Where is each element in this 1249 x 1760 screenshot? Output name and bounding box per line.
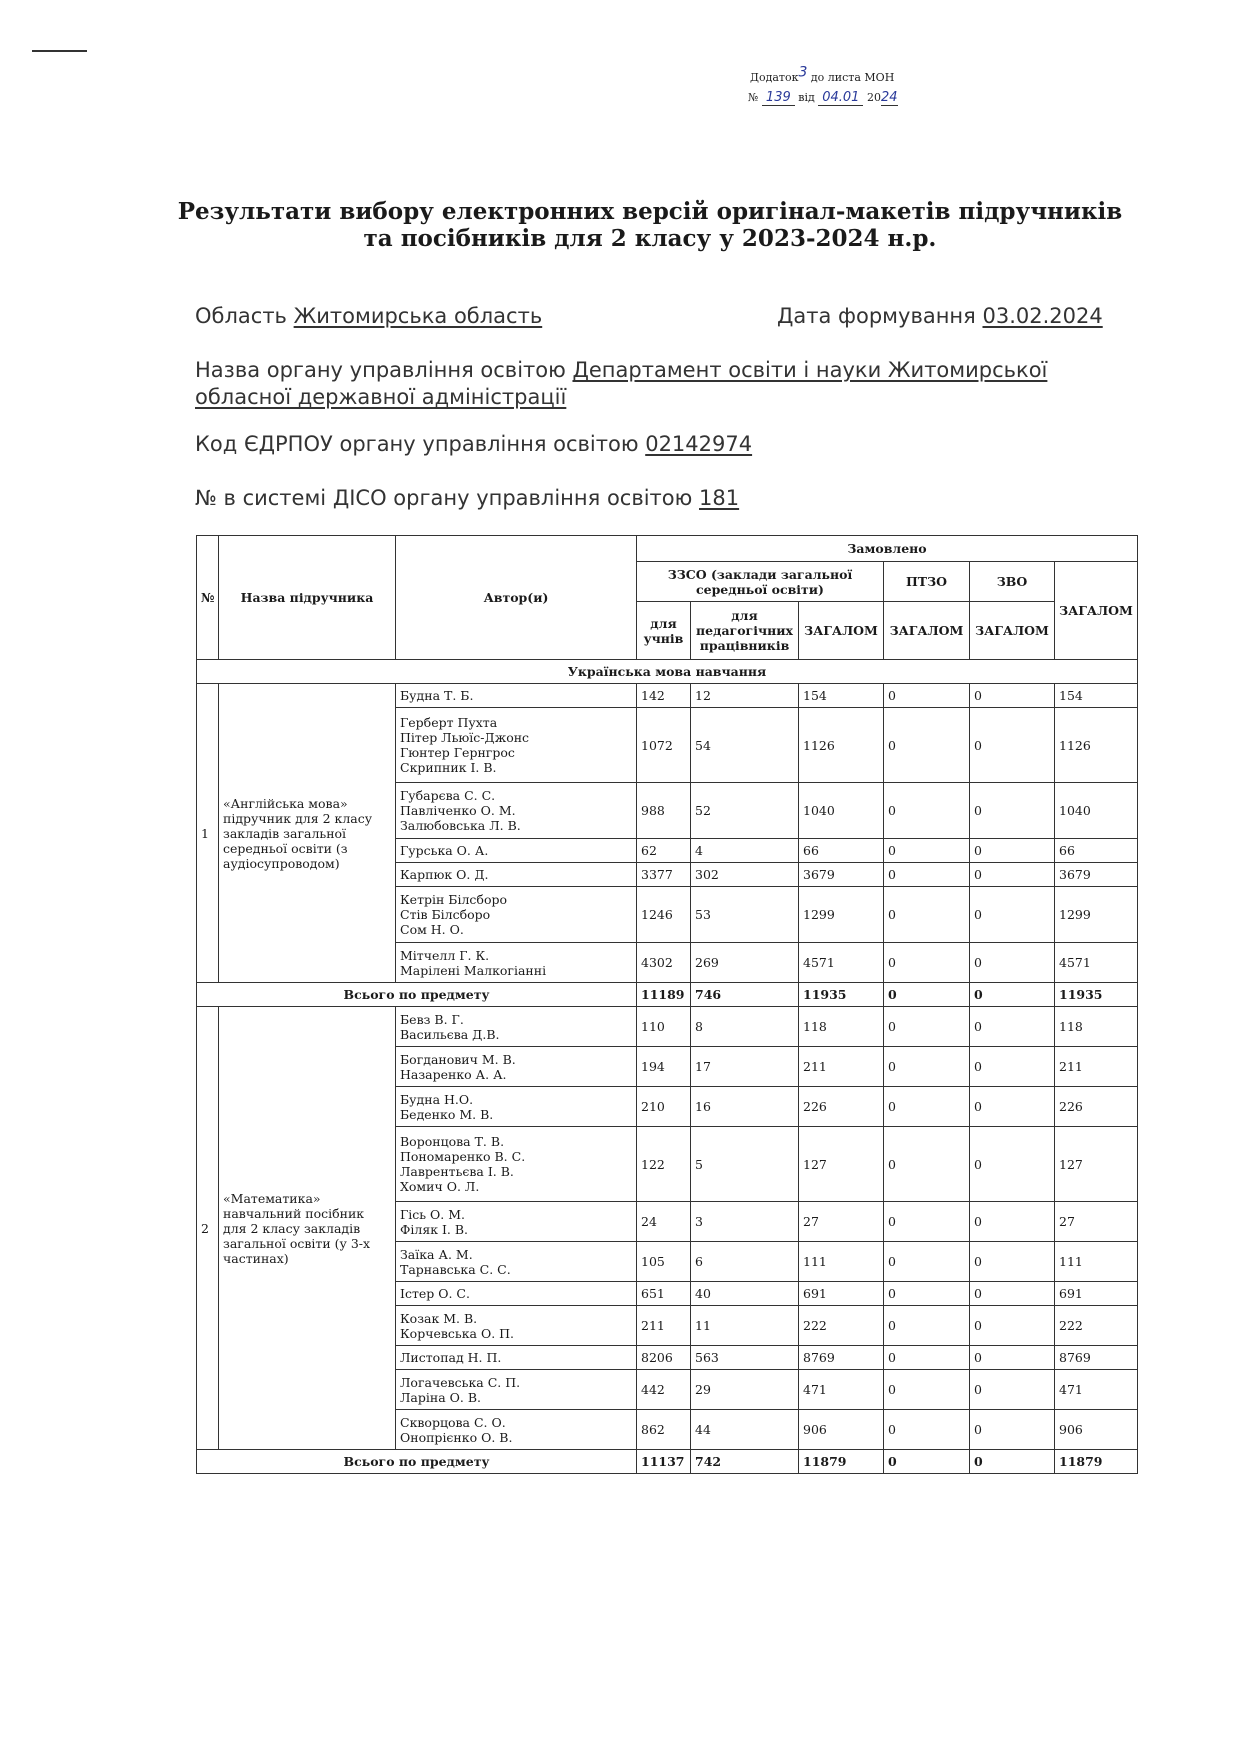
authors-cell: Воронцова Т. В. Пономаренко В. С. Лаврентьєва І. В. Хомич О. Л. bbox=[396, 1127, 637, 1202]
ptzo-total: 0 bbox=[884, 1087, 970, 1127]
authors-cell: Кетрін Білсборо Стів Білсборо Сом Н. О. bbox=[396, 887, 637, 943]
edrpou-value: 02142974 bbox=[645, 432, 753, 456]
header-teachers: для педагогічних працівників bbox=[691, 602, 799, 660]
ptzo-total: 0 bbox=[884, 1202, 970, 1242]
zzso-total: 111 bbox=[799, 1242, 884, 1282]
ptzo-total: 0 bbox=[884, 1346, 970, 1370]
stamp-no-label: № bbox=[748, 91, 759, 104]
ptzo-total: 0 bbox=[884, 1242, 970, 1282]
teachers-count: 53 bbox=[691, 887, 799, 943]
subject-total-ptzo: 0 bbox=[884, 1450, 970, 1474]
header-ptzo: ПТЗО bbox=[884, 562, 970, 602]
ptzo-total: 0 bbox=[884, 863, 970, 887]
authors-cell: Будна Н.О. Беденко М. В. bbox=[396, 1087, 637, 1127]
zzso-total: 154 bbox=[799, 684, 884, 708]
zvo-total: 0 bbox=[970, 1346, 1055, 1370]
stamp-appendix-label: Додаток bbox=[750, 71, 799, 84]
students-count: 105 bbox=[637, 1242, 691, 1282]
zvo-total: 0 bbox=[970, 887, 1055, 943]
students-count: 442 bbox=[637, 1370, 691, 1410]
zzso-total: 1299 bbox=[799, 887, 884, 943]
students-count: 24 bbox=[637, 1202, 691, 1242]
grand-total: 66 bbox=[1055, 839, 1138, 863]
teachers-count: 563 bbox=[691, 1346, 799, 1370]
zvo-total: 0 bbox=[970, 1127, 1055, 1202]
ptzo-total: 0 bbox=[884, 1047, 970, 1087]
header-total: ЗАГАЛОМ bbox=[1055, 562, 1138, 660]
zvo-total: 0 bbox=[970, 783, 1055, 839]
subject-total-teachers: 746 bbox=[691, 983, 799, 1007]
book-number: 1 bbox=[197, 684, 219, 983]
org-name-label: Назва органу управління освітою bbox=[195, 358, 566, 382]
teachers-count: 4 bbox=[691, 839, 799, 863]
teachers-count: 54 bbox=[691, 708, 799, 783]
ptzo-total: 0 bbox=[884, 1282, 970, 1306]
zzso-total: 118 bbox=[799, 1007, 884, 1047]
ptzo-total: 0 bbox=[884, 839, 970, 863]
students-count: 3377 bbox=[637, 863, 691, 887]
grand-total: 154 bbox=[1055, 684, 1138, 708]
grand-total: 3679 bbox=[1055, 863, 1138, 887]
grand-total: 471 bbox=[1055, 1370, 1138, 1410]
students-count: 211 bbox=[637, 1306, 691, 1346]
zzso-total: 471 bbox=[799, 1370, 884, 1410]
authors-cell: Герберт Пухта Пітер Льюїс-Джонс Гюнтер Гернгрос Скрипник І. В. bbox=[396, 708, 637, 783]
document-title: Результати вибору електронних версій оригінал-макетів підручників та посібників для 2 класу у 2023-2024 н.р. bbox=[177, 198, 1123, 252]
subject-total-row bbox=[197, 983, 1138, 1007]
authors-cell: Мітчелл Г. К. Марілені Малкогіанні bbox=[396, 943, 637, 983]
ptzo-total: 0 bbox=[884, 943, 970, 983]
generation-date-line bbox=[777, 304, 1103, 328]
zzso-total: 127 bbox=[799, 1127, 884, 1202]
region-line bbox=[195, 304, 542, 328]
students-count: 8206 bbox=[637, 1346, 691, 1370]
region-label: Область bbox=[195, 304, 287, 328]
students-count: 1072 bbox=[637, 708, 691, 783]
subject-total-ptzo: 0 bbox=[884, 983, 970, 1007]
header-ordered: Замовлено bbox=[637, 536, 1138, 562]
teachers-count: 302 bbox=[691, 863, 799, 887]
grand-total: 4571 bbox=[1055, 943, 1138, 983]
teachers-count: 3 bbox=[691, 1202, 799, 1242]
ptzo-total: 0 bbox=[884, 1007, 970, 1047]
subject-total-label: Всього по предмету bbox=[197, 1450, 637, 1474]
zzso-total: 691 bbox=[799, 1282, 884, 1306]
zzso-total: 8769 bbox=[799, 1346, 884, 1370]
header-authors: Автор(и) bbox=[396, 536, 637, 660]
header-name: Назва підручника bbox=[219, 536, 396, 660]
zvo-total: 0 bbox=[970, 1202, 1055, 1242]
zvo-total: 0 bbox=[970, 708, 1055, 783]
grand-total: 222 bbox=[1055, 1306, 1138, 1346]
ptzo-total: 0 bbox=[884, 1306, 970, 1346]
authors-cell: Гісь О. М. Філяк І. В. bbox=[396, 1202, 637, 1242]
scan-mark bbox=[32, 50, 87, 52]
section-row: Українська мова навчання bbox=[197, 660, 1138, 684]
stamp-line-1 bbox=[748, 64, 898, 88]
textbook-orders-table bbox=[196, 535, 1138, 1474]
table-body bbox=[197, 660, 1138, 1474]
zvo-total: 0 bbox=[970, 684, 1055, 708]
diso-label: № в системі ДІСО органу управління освітою bbox=[195, 486, 693, 510]
subject-total-zvo: 0 bbox=[970, 1450, 1055, 1474]
table-row bbox=[197, 1007, 1138, 1047]
authors-cell: Будна Т. Б. bbox=[396, 684, 637, 708]
students-count: 4302 bbox=[637, 943, 691, 983]
subject-total-zzso: 11879 bbox=[799, 1450, 884, 1474]
zvo-total: 0 bbox=[970, 1242, 1055, 1282]
grand-total: 1299 bbox=[1055, 887, 1138, 943]
subject-total-total: 11935 bbox=[1055, 983, 1138, 1007]
zvo-total: 0 bbox=[970, 1282, 1055, 1306]
authors-cell: Логачевська С. П. Ларіна О. В. bbox=[396, 1370, 637, 1410]
header-students: для учнів bbox=[637, 602, 691, 660]
students-count: 122 bbox=[637, 1127, 691, 1202]
org-name-value: Департамент освіти і науки Житомирської обласної державної адміністрації bbox=[195, 358, 1048, 409]
authors-cell: Богданович М. В. Назаренко А. А. bbox=[396, 1047, 637, 1087]
grand-total: 226 bbox=[1055, 1087, 1138, 1127]
subject-total-teachers: 742 bbox=[691, 1450, 799, 1474]
stamp-no-value: 139 bbox=[762, 90, 795, 106]
zvo-total: 0 bbox=[970, 1087, 1055, 1127]
subject-total-students: 11137 bbox=[637, 1450, 691, 1474]
zzso-total: 1040 bbox=[799, 783, 884, 839]
zvo-total: 0 bbox=[970, 943, 1055, 983]
zvo-total: 0 bbox=[970, 1007, 1055, 1047]
teachers-count: 11 bbox=[691, 1306, 799, 1346]
book-name: «Англійська мова» підручник для 2 класу закладів загальної середньої освіти (з аудіосупроводом) bbox=[219, 684, 396, 983]
grand-total: 8769 bbox=[1055, 1346, 1138, 1370]
diso-line bbox=[195, 486, 739, 510]
teachers-count: 12 bbox=[691, 684, 799, 708]
zzso-total: 906 bbox=[799, 1410, 884, 1450]
authors-cell: Істер О. С. bbox=[396, 1282, 637, 1306]
grand-total: 691 bbox=[1055, 1282, 1138, 1306]
appendix-stamp bbox=[748, 64, 898, 108]
table-row bbox=[197, 684, 1138, 708]
grand-total: 211 bbox=[1055, 1047, 1138, 1087]
students-count: 210 bbox=[637, 1087, 691, 1127]
students-count: 651 bbox=[637, 1282, 691, 1306]
students-count: 1246 bbox=[637, 887, 691, 943]
students-count: 62 bbox=[637, 839, 691, 863]
grand-total: 1040 bbox=[1055, 783, 1138, 839]
zzso-total: 211 bbox=[799, 1047, 884, 1087]
ptzo-total: 0 bbox=[884, 1410, 970, 1450]
stamp-year-prefix: 20 bbox=[866, 91, 881, 104]
stamp-year-value: 24 bbox=[880, 90, 898, 105]
zzso-total: 3679 bbox=[799, 863, 884, 887]
stamp-letter-label: до листа МОН bbox=[810, 71, 895, 84]
ptzo-total: 0 bbox=[884, 887, 970, 943]
grand-total: 27 bbox=[1055, 1202, 1138, 1242]
teachers-count: 16 bbox=[691, 1087, 799, 1127]
students-count: 110 bbox=[637, 1007, 691, 1047]
header-zvo: ЗВО bbox=[970, 562, 1055, 602]
grand-total: 906 bbox=[1055, 1410, 1138, 1450]
authors-cell: Листопад Н. П. bbox=[396, 1346, 637, 1370]
authors-cell: Карпюк О. Д. bbox=[396, 863, 637, 887]
ptzo-total: 0 bbox=[884, 684, 970, 708]
stamp-appendix-number: 3 bbox=[798, 64, 808, 81]
subject-total-students: 11189 bbox=[637, 983, 691, 1007]
header-zzso-total: ЗАГАЛОМ bbox=[799, 602, 884, 660]
zvo-total: 0 bbox=[970, 863, 1055, 887]
zzso-total: 27 bbox=[799, 1202, 884, 1242]
teachers-count: 44 bbox=[691, 1410, 799, 1450]
edrpou-label: Код ЄДРПОУ органу управління освітою bbox=[195, 432, 639, 456]
teachers-count: 40 bbox=[691, 1282, 799, 1306]
zzso-total: 4571 bbox=[799, 943, 884, 983]
authors-cell: Скворцова С. О. Онопрієнко О. В. bbox=[396, 1410, 637, 1450]
stamp-line-2 bbox=[748, 88, 898, 108]
subject-total-label: Всього по предмету bbox=[197, 983, 637, 1007]
diso-value: 181 bbox=[699, 486, 740, 510]
ptzo-total: 0 bbox=[884, 708, 970, 783]
subject-total-total: 11879 bbox=[1055, 1450, 1138, 1474]
generation-date-value: 03.02.2024 bbox=[982, 304, 1103, 328]
zzso-total: 226 bbox=[799, 1087, 884, 1127]
stamp-date-value: 04.01 bbox=[818, 90, 863, 106]
subject-total-zzso: 11935 bbox=[799, 983, 884, 1007]
zvo-total: 0 bbox=[970, 839, 1055, 863]
header-no: № bbox=[197, 536, 219, 660]
book-name: «Математика» навчальний посібник для 2 класу закладів загальної освіти (у 3-х частинах) bbox=[219, 1007, 396, 1450]
students-count: 988 bbox=[637, 783, 691, 839]
ptzo-total: 0 bbox=[884, 1370, 970, 1410]
book-number: 2 bbox=[197, 1007, 219, 1450]
authors-cell: Бевз В. Г. Васильєва Д.В. bbox=[396, 1007, 637, 1047]
zvo-total: 0 bbox=[970, 1370, 1055, 1410]
header-zvo-total: ЗАГАЛОМ bbox=[970, 602, 1055, 660]
zvo-total: 0 bbox=[970, 1047, 1055, 1087]
zzso-total: 1126 bbox=[799, 708, 884, 783]
org-name-line bbox=[195, 357, 1115, 411]
teachers-count: 52 bbox=[691, 783, 799, 839]
grand-total: 118 bbox=[1055, 1007, 1138, 1047]
ptzo-total: 0 bbox=[884, 1127, 970, 1202]
zvo-total: 0 bbox=[970, 1410, 1055, 1450]
teachers-count: 6 bbox=[691, 1242, 799, 1282]
students-count: 142 bbox=[637, 684, 691, 708]
ptzo-total: 0 bbox=[884, 783, 970, 839]
students-count: 194 bbox=[637, 1047, 691, 1087]
grand-total: 111 bbox=[1055, 1242, 1138, 1282]
edrpou-line bbox=[195, 432, 752, 456]
authors-cell: Гурська О. А. bbox=[396, 839, 637, 863]
students-count: 862 bbox=[637, 1410, 691, 1450]
grand-total: 1126 bbox=[1055, 708, 1138, 783]
region-value: Житомирська область bbox=[293, 304, 543, 328]
teachers-count: 29 bbox=[691, 1370, 799, 1410]
teachers-count: 8 bbox=[691, 1007, 799, 1047]
zzso-total: 66 bbox=[799, 839, 884, 863]
zvo-total: 0 bbox=[970, 1306, 1055, 1346]
stamp-date-label: від bbox=[798, 91, 815, 104]
zzso-total: 222 bbox=[799, 1306, 884, 1346]
generation-date-label: Дата формування bbox=[777, 304, 976, 328]
authors-cell: Козак М. В. Корчевська О. П. bbox=[396, 1306, 637, 1346]
authors-cell: Губарєва С. С. Павліченко О. М. Залюбовська Л. В. bbox=[396, 783, 637, 839]
authors-cell: Заїка А. М. Тарнавська С. С. bbox=[396, 1242, 637, 1282]
subject-total-row bbox=[197, 1450, 1138, 1474]
subject-total-zvo: 0 bbox=[970, 983, 1055, 1007]
header-ptzo-total: ЗАГАЛОМ bbox=[884, 602, 970, 660]
teachers-count: 269 bbox=[691, 943, 799, 983]
header-zzso: ЗЗСО (заклади загальної середньої освіти) bbox=[637, 562, 884, 602]
grand-total: 127 bbox=[1055, 1127, 1138, 1202]
teachers-count: 5 bbox=[691, 1127, 799, 1202]
teachers-count: 17 bbox=[691, 1047, 799, 1087]
